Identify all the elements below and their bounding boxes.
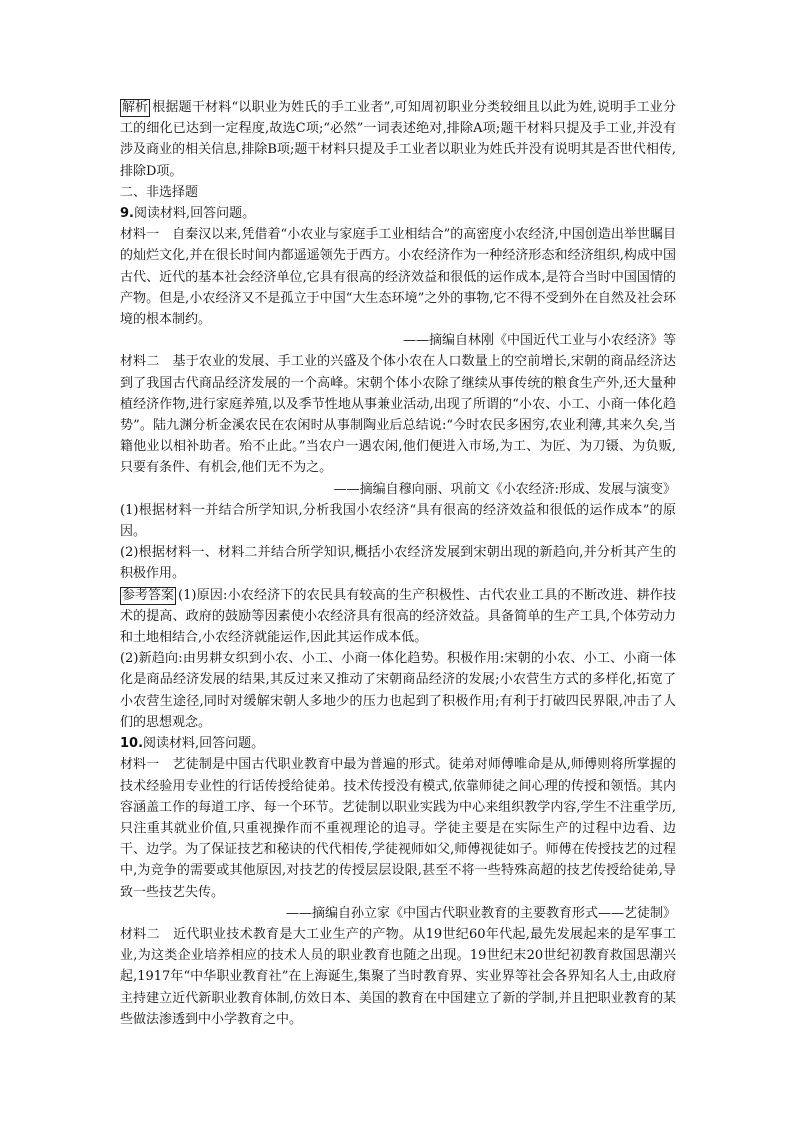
q9-answer-2: (2)新趋向:由男耕女织到小农、小工、小商一体化趋势。积极作用:宋朝的小农、小工、小商一体化是商品经济发展的结果,其反过来又推动了宋朝商品经济的发展;小农营生方式的多样化,拓宽了小农营生途径,同时对缓解宋朝人多地少的压力也起到了积极作用;有利于打破四民界限,冲击了人们的思想观念。 bbox=[120, 651, 676, 730]
q10-source-1: ——摘编自孙立家《中国古代职业教育的主要教育形式——艺徒制》 bbox=[285, 905, 676, 921]
q9-source-2: ——摘编自穆向丽、巩前文《小农经济:形成、发展与演变》 bbox=[333, 481, 676, 497]
question-9-prompt: 阅读材料,回答问题。 bbox=[133, 206, 256, 222]
q9-answer-1-text: (1)原因:小农经济下的农民具有较高的生产积极性、古代农业工具的不断改进、耕作技术的提高、政府的鼓励等因素使小农经济具有很高的经济效益。具备简单的生产工具,个体劳动力和土地相结合,小农经济就能运作,因此其运作成本低。 bbox=[120, 587, 676, 646]
q10-material-1: 材料一 艺徒制是中国古代职业教育中最为普遍的形式。徒弟对师傅唯命是从,师傅则将所掌握的技术经验用专业性的行话传授给徒弟。技术传授没有模式,依靠师徒之间心理的传授和领悟。其内容涵盖工作的每道工序、每一个环节。艺徒制以职业实践为中心来组织教学内容,学生不注重学历,只注重其就业价值,只重视操作而不重视理论的追寻。学徒主要是在实际生产的过程中边看、边干、边学。为了保证技艺和秘诀的代代相传,学徒视师如父,师傅视徒如子。师傅在传授技艺的过程中,为竞争的需要或其他原因,对技艺的传授层层设限,甚至不将一些特殊高超的技艺传授给徒弟,导致一些技艺失传。 bbox=[120, 757, 676, 900]
q9-subquestion-1: (1)根据材料一并结合所学知识,分析我国小农经济“具有很高的经济效益和很低的运作成本”的原因。 bbox=[120, 502, 676, 540]
q9-material-1: 材料一 自秦汉以来,凭借着“小农业与家庭手工业相结合”的高密度小农经济,中国创造出举世瞩目的灿烂文化,并在很长时间内都遥遥领先于西方。小农经济作为一种经济形态和经济组织,构成中国古代、近代的基本社会经济单位,它具有很高的经济效益和很低的运作成本,是符合当时中国国情的产物。但是,小农经济又不是孤立于中国“大生态环境”之外的事物,它不得不受到外在自然及社会环境的根本制约。 bbox=[120, 227, 676, 328]
q10-material-2: 材料二 近代职业技术教育是大工业生产的产物。从19世纪60年代起,最先发展起来的是军事工业,为这类企业培养相应的技术人员的职业教育也随之出现。19世纪末20世纪初教育救国思潮兴起,1917年“中华职业教育社”在上海诞生,集聚了当时教育界、实业界等社会各界知名人士,由政府主持建立近代新职业教育体制,仿效日本、美国的教育在中国建立了新的学制,并且把职业教育的某些做法渗透到中小学教育之中。 bbox=[120, 926, 676, 1027]
q9-answer-1 bbox=[120, 585, 676, 649]
analysis-paragraph bbox=[120, 97, 676, 182]
question-10-heading bbox=[120, 733, 676, 754]
question-9-heading bbox=[120, 203, 676, 224]
question-9-number: 9. bbox=[120, 206, 134, 222]
analysis-tag: 解析 bbox=[122, 100, 149, 115]
section-title: 二、非选择题 bbox=[120, 184, 199, 200]
q9-material-2: 材料二 基于农业的发展、手工业的兴盛及个体小农在人口数量上的空前增长,宋朝的商品经济达到了我国古代商品经济发展的一个高峰。宋朝个体小农除了继续从事传统的粮食生产外,还大量种植经济作物,进行家庭养殖,以及季节性地从事兼业活动,出现了所谓的“小农、小工、小商一体化趋势”。陆九渊分析金溪农民在农闲时从事制陶业后总结说:“今时农民多困穷,农业利薄,其来久矣,当籍他业以相补助者。殆不止此。”当农户一遇农闲,他们便进入市场,为工、为匠、为刀镊、为负贩,只要有条件、有机会,他们无不为之。 bbox=[120, 354, 676, 476]
document-page bbox=[120, 97, 676, 1030]
analysis-text: 根据题干材料“以职业为姓氏的手工业者”,可知周初职业分类较细且以此为姓,说明手工业分工的细化已达到一定程度,故选C项;“必然”一词表述绝对,排除A项;题干材料只提及手工业,并没有涉及商业的相关信息,排除B项;题干材料只提及手工业者以职业为姓氏并没有说明其是否世代相传,排除D项。 bbox=[120, 100, 676, 179]
question-10-prompt: 阅读材料,回答问题。 bbox=[143, 736, 265, 752]
q9-subquestion-2: (2)根据材料一、材料二并结合所学知识,概括小农经济发展到宋朝出现的新趋向,并分析其产生的积极作用。 bbox=[120, 545, 676, 582]
question-10-number: 10. bbox=[120, 736, 144, 752]
answer-tag: 参考答案 bbox=[122, 587, 175, 603]
q9-source-1: ——摘编自林刚《中国近代工业与小农经济》等 bbox=[402, 333, 676, 349]
